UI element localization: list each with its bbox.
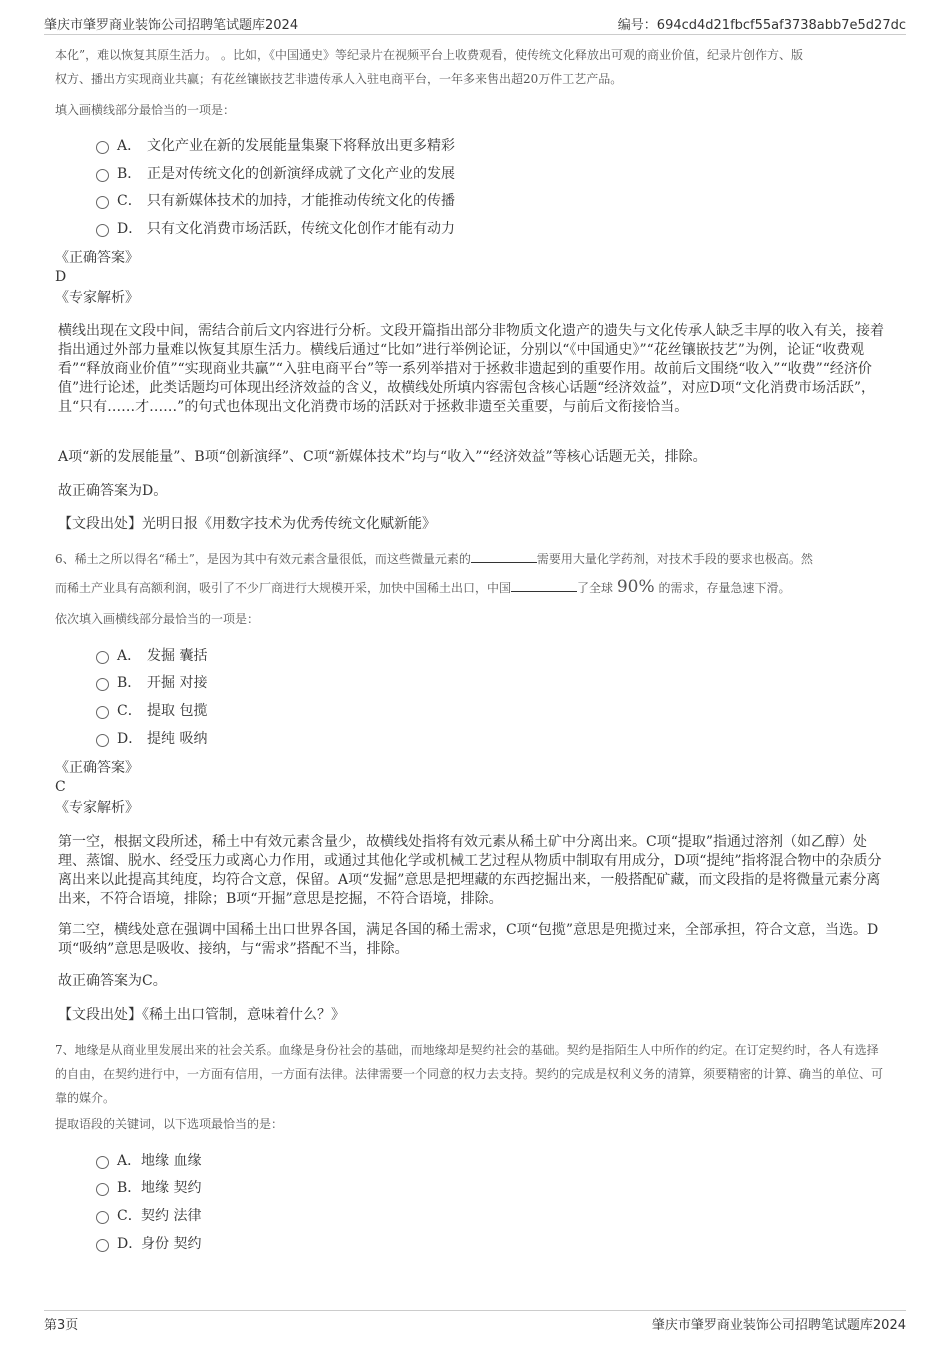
page-footer (44, 1310, 906, 1333)
radio-icon[interactable] (96, 651, 109, 664)
q5-option-c[interactable]: C． 只有新媒体技术的加持，才能推动传统文化的传播 (96, 191, 455, 211)
q5-option-b[interactable]: B． 正是对传统文化的创新演绎成就了文化产业的发展 (96, 164, 455, 184)
q6-option-b[interactable]: B． 开掘 对接 (96, 673, 207, 693)
radio-icon[interactable] (96, 224, 109, 237)
q6-source: 【文段出处】《稀土出口管制，意味着什么？》 (58, 1007, 345, 1023)
q6-analysis-p2: 第二空，横线处意在强调中国稀土出口世界各国，满足各国的稀土需求，C项“包揽”意思是兜揽过来，全部承担，符合文意，当选。D项“吸纳”意思是吸收、接纳，与“需求”搭配不当，排除。 (58, 922, 879, 957)
q5-answer-label: 《正确答案》 (55, 250, 139, 266)
radio-icon[interactable] (96, 706, 109, 719)
q6-option-d[interactable]: D． 提纯 吸纳 (96, 729, 207, 749)
q6-stem: 6、稀土之所以得名“稀土”，是因为其中有效元素含量很低，而这些微量元素的 需要用大量化学药剂，对技术手段的要求也极高。然 而稀土产业具有高额利润，吸引了不少厂商进行大规模开采，加快中国稀土出口，中国 了全球 90% 的需求，存量急速下滑。 (55, 552, 813, 597)
q6-analysis-p3: 故正确答案为C。 (58, 973, 167, 989)
header-title: 肇庆市肇罗商业装饰公司招聘笔试题库2024 (44, 18, 299, 33)
footer-title: 肇庆市肇罗商业装饰公司招聘笔试题库2024 (651, 1318, 906, 1333)
q6-prompt: 依次填入画横线部分最恰当的一项是： (55, 612, 260, 626)
page-number: 第3页 (44, 1318, 79, 1333)
q6-analysis-label: 《专家解析》 (55, 800, 139, 816)
q7-option-a[interactable]: A．地缘 血缘 (96, 1151, 201, 1171)
radio-icon[interactable] (96, 1183, 109, 1196)
q5-analysis-p1: 横线出现在文段中间，需结合前后文内容进行分析。文段开篇指出部分非物质文化遗产的遗失与文化传承人缺乏丰厚的收入有关，接着指出通过外部力量难以恢复其原生活力。横线后通过“比如”进行举例论证，分别以“《中国通史》”“花丝镶嵌技艺”为例，论证“收费观看”“释放商业价值”“实现商业共赢”“入驻电商平台”等一系列举措对于拯救非遗起到的重要作用。故前后文围绕“收入”“收费”“经济价值”进行论述，此类话题均可体现出经济效益的含义，故横线处所填内容需包含核心话题“经济效益”，对应D项“文化消费市场活跃”，且“只有……才……”的句式也体现出文化消费市场的活跃对于拯救非遗至关重要，与前后文衔接恰当。 (58, 323, 884, 415)
q5-stem-tail: 本化”，难以恢复其原生活力。 。比如，《中国通史》等纪录片在视频平台上收费观看，使传统文化释放出可观的商业价值，纪录片创作方、版 权方、播出方实现商业共赢；有花丝镶嵌技艺非遗传承人入驻电商平台，一年多来售出超20万件工艺产品。 (55, 48, 803, 86)
q5-option-a[interactable]: A． 文化产业在新的发展能量集聚下将释放出更多精彩 (96, 136, 455, 156)
q6-option-c[interactable]: C． 提取 包揽 (96, 701, 207, 721)
blank-1 (471, 562, 537, 563)
q7-stem: 7、地缘是从商业里发展出来的社会关系。血缘是身份社会的基础，而地缘却是契约社会的基础。契约是指陌生人中所作的约定。在订定契约时，各人有选择的自由，在契约进行中，一方面有信用，一方面有法律。法律需要一个同意的权力去支持。契约的完成是权利义务的清算，须要精密的计算、确当的单位、可靠的媒介。 (55, 1043, 884, 1105)
q6-answer: C (55, 779, 66, 795)
header-code: 编号：694cd4d21fbcf55af3738abb7e5d27dc (617, 18, 906, 33)
q5-analysis-p3: 故正确答案为D。 (58, 483, 168, 499)
blank-2 (511, 591, 577, 592)
page-header (44, 14, 906, 35)
q6-answer-label: 《正确答案》 (55, 760, 139, 776)
radio-icon[interactable] (96, 1156, 109, 1169)
q7-option-b[interactable]: B．地缘 契约 (96, 1178, 201, 1198)
q6-analysis-p1: 第一空，根据文段所述，稀土中有效元素含量少，故横线处指将有效元素从稀土矿中分离出来。C项“提取”指通过溶剂（如乙醇）处理、蒸馏、脱水、经受压力或离心力作用，或通过其他化学或机械工艺过程从物质中制取有用成分，D项“提纯”指将混合物中的杂质分离出来以此提高其纯度，均符合文意，保留。A项“发掘”意思是把埋藏的东西挖掘出来，一般搭配矿藏，而文段指的是将微量元素分离出来，不符合语境，排除；B项“开掘”意思是挖掘，不符合语境，排除。 (58, 834, 882, 907)
q7-option-c[interactable]: C．契约 法律 (96, 1206, 201, 1226)
radio-icon[interactable] (96, 1211, 109, 1224)
radio-icon[interactable] (96, 196, 109, 209)
radio-icon[interactable] (96, 169, 109, 182)
q5-source: 【文段出处】光明日报《用数字技术为优秀传统文化赋新能》 (58, 516, 436, 532)
q5-analysis-label: 《专家解析》 (55, 290, 139, 306)
q5-option-d[interactable]: D． 只有文化消费市场活跃，传统文化创作才能有动力 (96, 219, 455, 239)
radio-icon[interactable] (96, 734, 109, 747)
q6-option-a[interactable]: A． 发掘 囊括 (96, 646, 207, 666)
radio-icon[interactable] (96, 678, 109, 691)
q7-option-d[interactable]: D．身份 契约 (96, 1234, 201, 1254)
q5-answer: D (55, 269, 67, 285)
radio-icon[interactable] (96, 141, 109, 154)
q7-prompt: 提取语段的关键词，以下选项最恰当的是： (55, 1117, 284, 1131)
q5-prompt: 填入画横线部分最恰当的一项是： (55, 103, 236, 117)
q5-analysis-p2: A项“新的发展能量”、B项“创新演绎”、C项“新媒体技术”均与“收入”“经济效益”等核心话题无关，排除。 (58, 449, 707, 465)
radio-icon[interactable] (96, 1239, 109, 1252)
